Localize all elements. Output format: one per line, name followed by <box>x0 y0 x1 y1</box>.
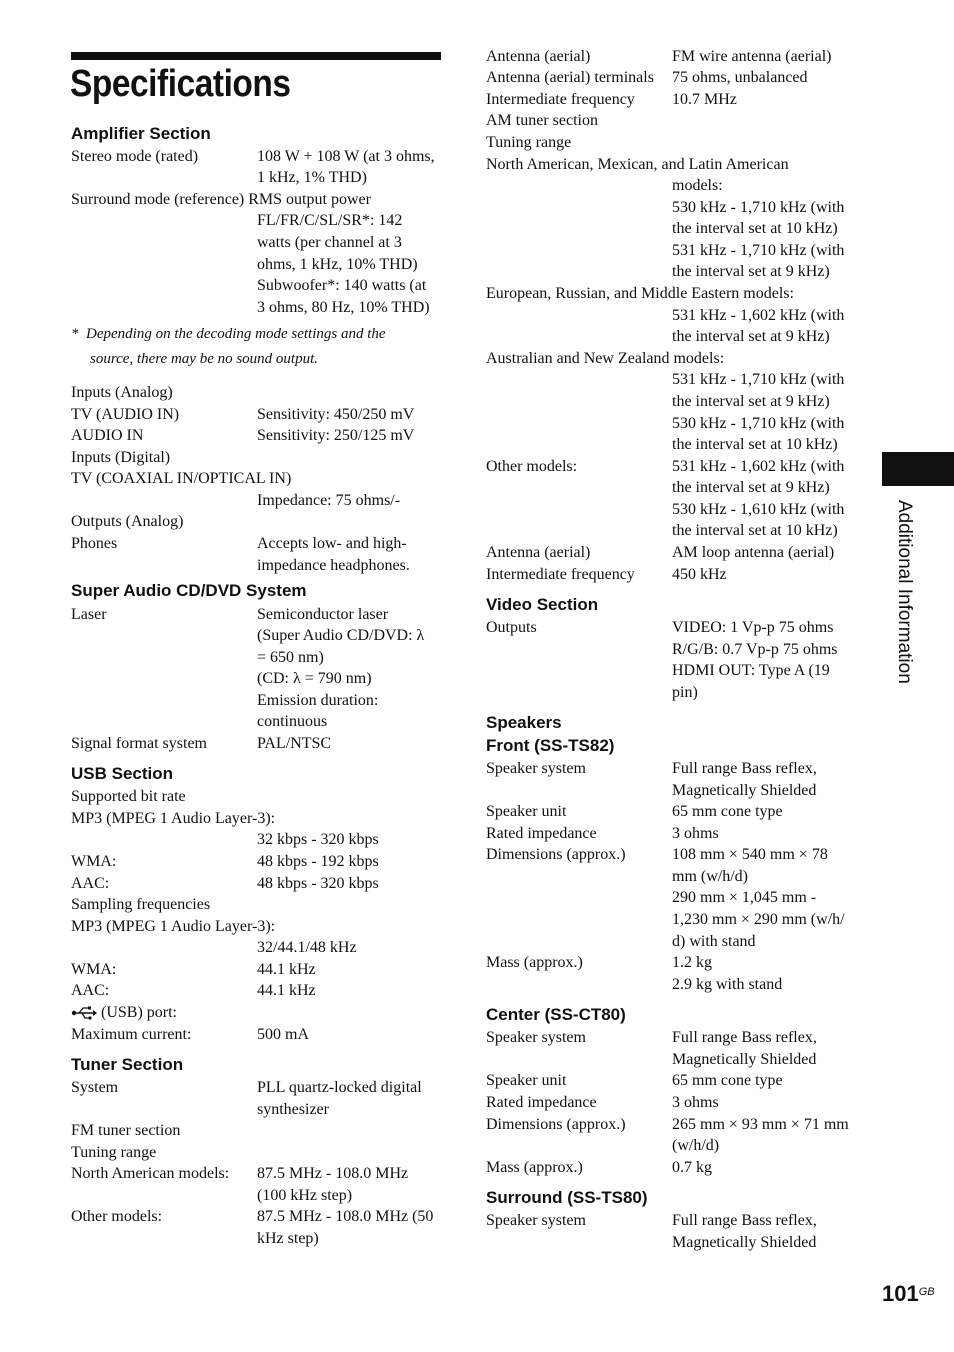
spec-text: 87.5 MHz - 108.0 MHz <box>257 1165 409 1182</box>
spec-text: Other models: <box>71 1208 163 1225</box>
spec-text: 530 kHz - 1,710 kHz (with <box>672 199 845 216</box>
spec-text: PLL quartz-locked digital <box>257 1079 422 1096</box>
spec-text: AAC: <box>71 982 110 999</box>
spec-text: 500 mA <box>257 1026 309 1043</box>
spec-text: Rated impedance <box>486 1094 597 1111</box>
spec-text: MP3 (MPEG 1 Audio Layer-3): <box>71 810 276 827</box>
spec-text: 0.7 kg <box>672 1159 712 1176</box>
spec-text: Full range Bass reflex, <box>672 1029 817 1046</box>
spec-text: Intermediate frequency <box>486 91 635 108</box>
spec-text: 531 kHz - 1,602 kHz (with <box>672 458 845 475</box>
spec-text: 65 mm cone type <box>672 1072 783 1089</box>
spec-text: the interval set at 10 kHz) <box>672 436 838 453</box>
section-heading: Surround (SS-TS80) <box>486 1188 648 1207</box>
spec-text: 44.1 kHz <box>257 961 316 978</box>
spec-text: Laser <box>71 606 107 623</box>
section-heading: Video Section <box>486 595 599 614</box>
spec-text: watts (per channel at 3 <box>257 234 402 251</box>
spec-text: 32/44.1/48 kHz <box>257 939 357 956</box>
spec-text: 3 ohms <box>672 825 719 842</box>
spec-text: Australian and New Zealand models: <box>486 350 725 367</box>
spec-text: 10.7 MHz <box>672 91 737 108</box>
spec-text: the interval set at 10 kHz) <box>672 522 838 539</box>
spec-text: 87.5 MHz - 108.0 MHz (50 <box>257 1208 434 1225</box>
spec-text: AUDIO IN <box>71 427 144 444</box>
spec-text: 265 mm × 93 mm × 71 mm <box>672 1116 849 1133</box>
spec-text: 32 kbps - 320 kbps <box>257 831 379 848</box>
spec-text: the interval set at 9 kHz) <box>672 328 830 345</box>
spec-text: Tuning range <box>71 1144 157 1161</box>
section-heading: Speakers <box>486 713 562 732</box>
spec-text: 44.1 kHz <box>257 982 316 999</box>
spec-text: Full range Bass reflex, <box>672 1212 817 1229</box>
spec-text: Surround mode (reference) RMS output power <box>71 191 371 208</box>
spec-text: Speaker unit <box>486 803 567 820</box>
spec-text: PAL/NTSC <box>257 735 332 752</box>
spec-text: 3 ohms, 80 Hz, 10% THD) <box>257 299 430 316</box>
spec-text: (Super Audio CD/DVD: λ <box>257 627 425 644</box>
title-rule <box>71 52 441 60</box>
spec-text: System <box>71 1079 119 1096</box>
spec-text: Signal format system <box>71 735 207 752</box>
footnote: source, there may be no sound output. <box>90 351 319 367</box>
spec-text: Outputs (Analog) <box>71 513 184 530</box>
spec-text: Speaker system <box>486 1029 586 1046</box>
spec-text: FM wire antenna (aerial) <box>672 48 832 65</box>
section-heading: Amplifier Section <box>71 124 211 143</box>
spec-text: MP3 (MPEG 1 Audio Layer-3): <box>71 918 276 935</box>
spec-text: Magnetically Shielded <box>672 782 817 799</box>
spec-text: North American, Mexican, and Latin American <box>486 156 789 173</box>
spec-text: 48 kbps - 192 kbps <box>257 853 379 870</box>
spec-text: Other models: <box>486 458 578 475</box>
spec-text: Mass (approx.) <box>486 1159 583 1176</box>
spec-text: Rated impedance <box>486 825 597 842</box>
footnote: * Depending on the decoding mode settings and the <box>71 326 386 342</box>
spec-text: Dimensions (approx.) <box>486 846 626 863</box>
page-title: Specifications <box>70 63 291 105</box>
spec-text: Antenna (aerial) <box>486 544 591 561</box>
spec-text: TV (AUDIO IN) <box>71 406 180 423</box>
spec-text: (USB) port: <box>101 1004 177 1021</box>
spec-text: Speaker system <box>486 760 586 777</box>
spec-text: mm (w/h/d) <box>672 868 748 885</box>
spec-text: Sampling frequencies <box>71 896 211 913</box>
spec-text: 530 kHz - 1,710 kHz (with <box>672 415 845 432</box>
spec-text: pin) <box>672 684 698 701</box>
spec-text: 2.9 kg with stand <box>672 976 783 993</box>
page-number: $101^{GB}$ <box>882 1281 935 1306</box>
section-heading: Super Audio CD/DVD System <box>71 581 307 600</box>
spec-text: 450 kHz <box>672 566 727 583</box>
section-heading: Front (SS-TS82) <box>486 736 615 755</box>
spec-text: Impedance: 75 ohms/- <box>257 492 401 509</box>
spec-text: = 650 nm) <box>257 649 324 666</box>
spec-text: European, Russian, and Middle Eastern models: <box>486 285 794 302</box>
spec-text: Speaker unit <box>486 1072 567 1089</box>
spec-text: (100 kHz step) <box>257 1187 353 1204</box>
spec-text: 531 kHz - 1,710 kHz (with <box>672 371 845 388</box>
spec-text: Supported bit rate <box>71 788 186 805</box>
spec-text: WMA: <box>71 961 117 978</box>
spec-text: North American models: <box>71 1165 230 1182</box>
spec-text: the interval set at 9 kHz) <box>672 393 830 410</box>
spec-text: Stereo mode (rated) <box>71 148 199 165</box>
spec-text: Maximum current: <box>71 1026 192 1043</box>
spec-text: 65 mm cone type <box>672 803 783 820</box>
spec-text: 108 mm × 540 mm × 78 <box>672 846 828 863</box>
spec-text: d) with stand <box>672 933 756 950</box>
section-heading: Center (SS-CT80) <box>486 1005 626 1024</box>
spec-text: synthesizer <box>257 1101 329 1118</box>
spec-text: Emission duration: <box>257 692 379 709</box>
spec-text: AM loop antenna (aerial) <box>672 544 835 561</box>
section-heading: USB Section <box>71 764 174 783</box>
spec-text: AAC: <box>71 875 110 892</box>
spec-text: VIDEO: 1 Vp-p 75 ohms <box>672 619 834 636</box>
spec-text: continuous <box>257 713 328 730</box>
section-heading: Tuner Section <box>71 1055 184 1074</box>
spec-text: Magnetically Shielded <box>672 1234 817 1251</box>
spec-text: Sensitivity: 450/250 mV <box>257 406 415 423</box>
spec-text: R/G/B: 0.7 Vp-p 75 ohms <box>672 641 838 658</box>
spec-text: 290 mm × 1,045 mm - <box>672 889 817 906</box>
spec-text: 530 kHz - 1,610 kHz (with <box>672 501 845 518</box>
spec-text: 3 ohms <box>672 1094 719 1111</box>
spec-text: the interval set at 10 kHz) <box>672 220 838 237</box>
spec-text: TV (COAXIAL IN/OPTICAL IN) <box>71 470 292 487</box>
spec-text: Sensitivity: 250/125 mV <box>257 427 415 444</box>
spec-text: 1 kHz, 1% THD) <box>257 169 367 186</box>
spec-text: (w/h/d) <box>672 1137 720 1154</box>
spec-text: Antenna (aerial) terminals <box>486 69 654 86</box>
spec-text: 1.2 kg <box>672 954 712 971</box>
usb-symbol-icon <box>71 1004 97 1022</box>
spec-text: FL/FR/C/SL/SR*: 142 <box>257 212 403 229</box>
side-tab-label: Additional Information <box>894 500 915 684</box>
spec-text: Accepts low- and high- <box>257 535 407 552</box>
spec-text: FM tuner section <box>71 1122 181 1139</box>
spec-text: 531 kHz - 1,710 kHz (with <box>672 242 845 259</box>
spec-text: Outputs <box>486 619 537 636</box>
spec-text: the interval set at 9 kHz) <box>672 263 830 280</box>
spec-text: the interval set at 9 kHz) <box>672 479 830 496</box>
spec-text: HDMI OUT: Type A (19 <box>672 662 830 679</box>
section-tab-marker <box>882 452 954 486</box>
spec-text: Semiconductor laser <box>257 606 389 623</box>
spec-text: Intermediate frequency <box>486 566 635 583</box>
spec-text: 75 ohms, unbalanced <box>672 69 808 86</box>
spec-text: 48 kbps - 320 kbps <box>257 875 379 892</box>
spec-text: WMA: <box>71 853 117 870</box>
spec-text: Phones <box>71 535 118 552</box>
spec-text: 108 W + 108 W (at 3 ohms, <box>257 148 435 165</box>
spec-text: models: <box>672 177 723 194</box>
spec-text: Inputs (Analog) <box>71 384 173 401</box>
spec-text: Dimensions (approx.) <box>486 1116 626 1133</box>
spec-text: ohms, 1 kHz, 10% THD) <box>257 256 418 273</box>
spec-text: 1,230 mm × 290 mm (w/h/ <box>672 911 845 928</box>
spec-text: Tuning range <box>486 134 572 151</box>
spec-text: Mass (approx.) <box>486 954 583 971</box>
spec-text: (CD: λ = 790 nm) <box>257 670 372 687</box>
spec-text: Antenna (aerial) <box>486 48 591 65</box>
spec-text: Inputs (Digital) <box>71 449 171 466</box>
spec-text: Subwoofer*: 140 watts (at <box>257 277 427 294</box>
spec-text: 531 kHz - 1,602 kHz (with <box>672 307 845 324</box>
spec-text: Speaker system <box>486 1212 586 1229</box>
spec-text: impedance headphones. <box>257 557 410 574</box>
spec-text: Full range Bass reflex, <box>672 760 817 777</box>
spec-text: AM tuner section <box>486 112 598 129</box>
spec-text: Magnetically Shielded <box>672 1051 817 1068</box>
spec-text: kHz step) <box>257 1230 319 1247</box>
